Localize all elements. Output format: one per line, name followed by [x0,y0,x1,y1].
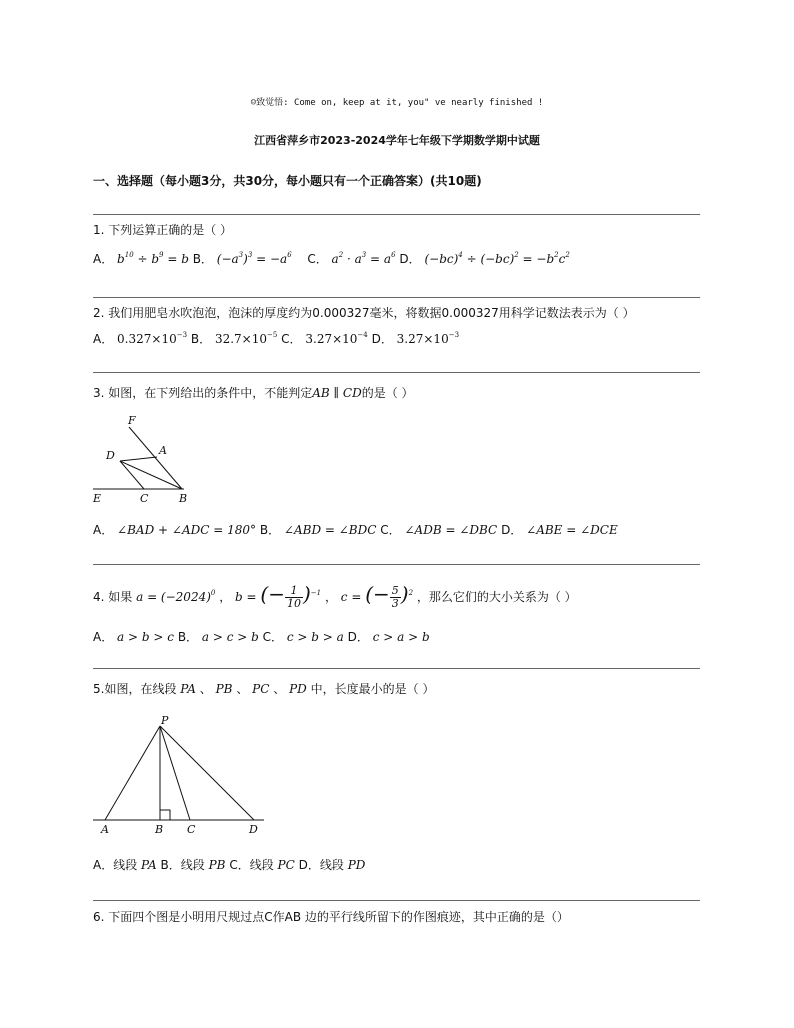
fig-label-f: F [128,414,136,427]
q2-option-label: D． [371,332,393,346]
q5-option-d: PD [347,858,366,872]
q2-option-label: C． [281,332,302,346]
divider [93,372,700,373]
q3-stem: 3. 如图，在下列给出的条件中，不能判定AB ∥ CD的是（ ） [93,386,414,400]
banner-text: ☺致觉悟: Come on, keep at it, you" ve nearly finished ! [250,98,544,108]
fig-label-d: D [106,449,115,462]
fig-label-b: B [179,492,188,505]
fig-label-a: A [159,444,167,457]
q1-option-label: A． [93,252,114,266]
q1-option-a: $b^{10} \div b^9 = b$ [117,251,189,266]
q3-option-b: ∠ABD = ∠BDC [283,523,377,537]
q1-option-label: B． [192,252,213,266]
q5-options [93,856,365,873]
right-angle-mark [160,810,170,820]
q2-option-a: $0.327\times 10^{-3}$ [117,331,188,346]
q1-option-label: C． [307,252,328,266]
q3-option-a: ∠BAD + ∠ADC = 180° [117,523,257,537]
divider [93,564,700,565]
q4-option-label: D． [347,630,369,644]
q4-b-expr: b = (− $\frac{1}{10}$ )$^{-1}$ [235,582,322,610]
q5-option-label: A．线段 [93,858,138,872]
q1-option-label: D． [399,252,421,266]
q4-option-c: c > b > a [286,630,344,644]
q4-option-label: C． [262,630,284,644]
fig-label-c: C [187,823,196,836]
q4-option-label: B． [177,630,199,644]
q3-option-d: ∠ABE = ∠DCE [526,523,618,537]
q1-options [93,250,570,267]
q3-option-label: B． [259,523,281,537]
q5-option-a: PA [141,858,157,872]
divider [93,900,700,901]
divider [93,214,700,215]
fig-label-e: E [93,492,102,505]
section-heading: 一、选择题（每小题3分，共30分，每小题只有一个正确答案）(共10题) [93,174,482,188]
page-title: 江西省萍乡市2023-2024学年七年级下学期数学期中试题 [254,134,540,147]
q2-option-c: $3.27\times 10^{-4}$ [305,331,368,346]
q4-option-label: A． [93,630,114,644]
q2-options [93,330,459,347]
q4-option-a: a > b > c [117,630,174,644]
q1-option-d: $(-bc)^4 \div (-bc)^2 = -b^2c^2$ [424,251,570,266]
q5-option-label: C．线段 [229,858,274,872]
q4-c-expr: c = (− $\frac{5}{3}$ )$^2$ [340,582,414,610]
q2-option-label: B． [190,332,212,346]
q3-option-label: C． [380,523,401,537]
fig-label-a: A [101,823,109,836]
q6-stem: 6. 下面四个图是小明用尺规过点C作AB 边的平行线所留下的作图痕迹，其中正确的是（） [93,910,569,924]
fig-label-c: C [140,492,149,505]
fig-label-b: B [155,823,164,836]
q5-option-b: PB [208,858,226,872]
q5-option-c: PC [277,858,295,872]
q4-option-b: a > c > b [201,630,259,644]
divider [93,297,700,298]
q5-option-label: D．线段 [298,858,344,872]
q3-option-label: D． [501,523,523,537]
q1-option-b: $(-a^3)^3 = -a^6$ [216,251,292,266]
q2-option-d: $3.27\times 10^{-3}$ [396,331,460,346]
q5-stem: 5.如图，在线段 PA 、 PB 、 PC 、 PD 中，长度最小的是（ ） [93,682,435,696]
q4-stem: 4. 如果 $a = (-2024)^0$ ， b = (− $\frac{1}{10}$ )$^{-1}$ ， c = (− $\frac{5}{3}$ )$^2$ ，那么它们的大小关系为（ ） [93,582,577,610]
q3-options [93,521,618,538]
q3-option-c: ∠ADB = ∠DBC [404,523,498,537]
q5-figure [88,712,270,838]
divider [93,668,700,669]
q2-stem: 2. 我们用肥皂水吹泡泡，泡沫的厚度约为0.000327毫米，将数据0.000327用科学记数法表示为（ ） [93,306,635,320]
q1-option-c: $a^2 \cdot a^3 = a^6$ [331,251,396,266]
q3-figure [88,410,198,506]
q4-a-expr: $a = (-2024)^0$ [136,589,216,604]
q2-option-label: A． [93,332,114,346]
q4-options [93,628,430,645]
q4-option-d: c > a > b [372,630,430,644]
q3-option-label: A． [93,523,114,537]
fig-label-p: P [161,714,169,727]
q5-option-label: B．线段 [160,858,205,872]
q2-option-b: $32.7\times 10^{-5}$ [214,331,278,346]
q1-stem: 1. 下列运算正确的是（ ） [93,223,233,237]
fig-label-d: D [249,823,258,836]
